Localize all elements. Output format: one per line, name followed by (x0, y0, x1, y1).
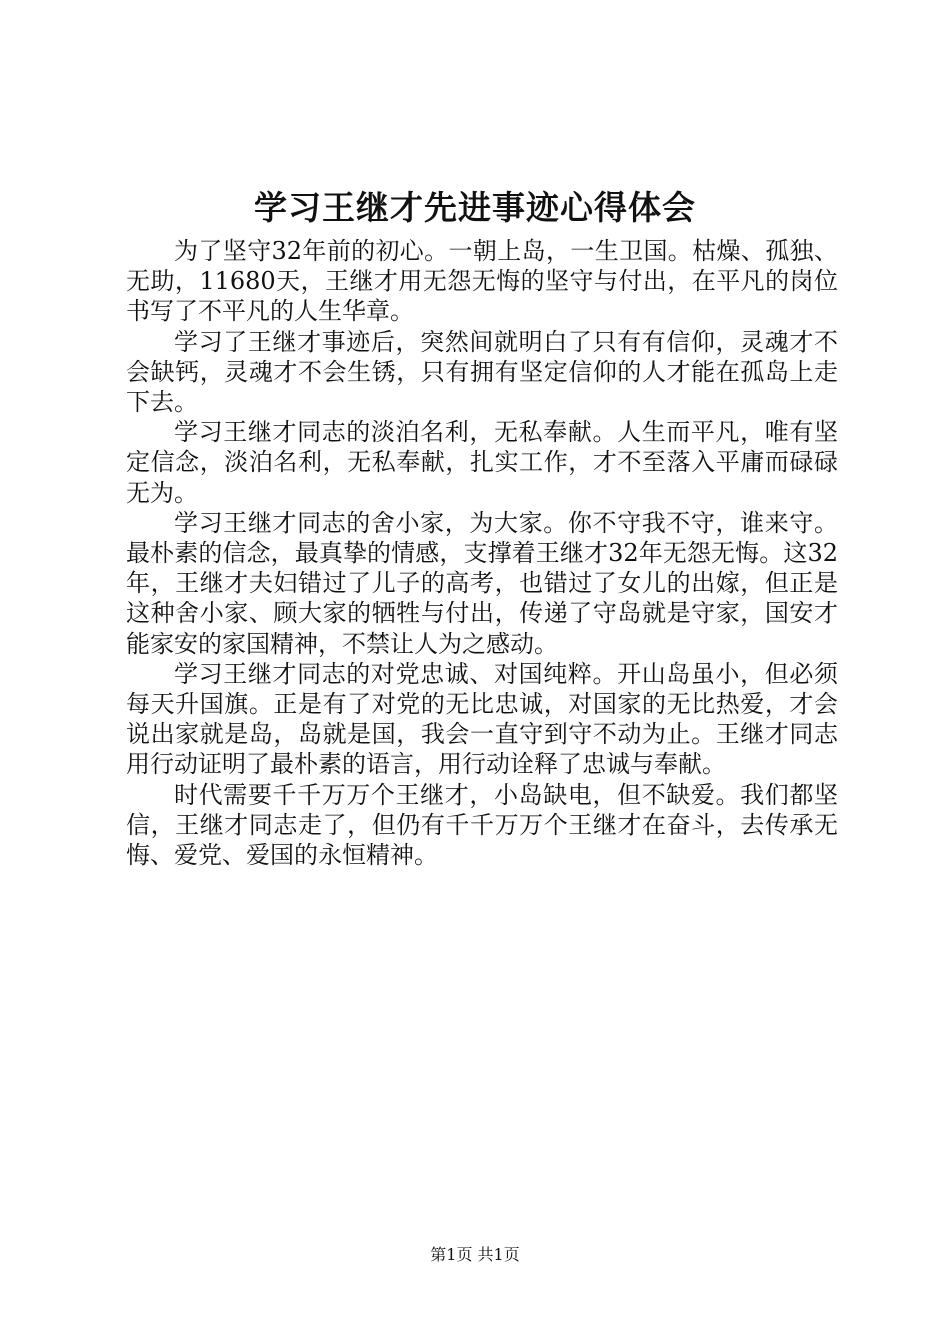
paragraph-1: 为了坚守32年前的初心。一朝上岛，一生卫国。枯燥、孤独、无助，11680天，王继才用无怨无悔的坚守与付出，在平凡的岗位书写了不平凡的人生华章。 (126, 237, 838, 326)
document-body (126, 236, 838, 870)
paragraph-5: 学习王继才同志的对党忠诚、对国纯粹。开山岛虽小，但必须每天升国旗。正是有了对党的无比忠诚，对国家的无比热爱，才会说出家就是岛，岛就是国，我会一直守到守不动为止。王继才同志用行动证明了最朴素的语言，用行动诠释了忠诚与奉献。 (126, 659, 838, 779)
page-number-footer: 第1页 共1页 (430, 1245, 520, 1264)
paragraph-6: 时代需要千千万万个王继才，小岛缺电，但不缺爱。我们都坚信，王继才同志走了，但仍有千千万万个王继才在奋斗，去传承无悔、爱党、爱国的永恒精神。 (126, 780, 838, 870)
paragraph-3: 学习王继才同志的淡泊名利，无私奉献。人生而平凡，唯有坚定信念，淡泊名利，无私奉献，扎实工作，才不至落入平庸而碌碌无为。 (126, 418, 838, 507)
paragraph-4: 学习王继才同志的舍小家，为大家。你不守我不守，谁来守。最朴素的信念，最真挚的情感，支撑着王继才32年无怨无悔。这32年，王继才夫妇错过了儿子的高考，也错过了女儿的出嫁，但正是这种舍小家、顾大家的牺牲与付出，传递了守岛就是守家，国安才能家安的家国精神，不禁让人为之感动。 (126, 508, 838, 658)
document-title: 学习王继才先进事迹心得体会 (254, 188, 696, 227)
paragraph-2: 学习了王继才事迹后，突然间就明白了只有有信仰，灵魂才不会缺钙，灵魂才不会生锈，只有拥有坚定信仰的人才能在孤岛上走下去。 (126, 327, 838, 417)
